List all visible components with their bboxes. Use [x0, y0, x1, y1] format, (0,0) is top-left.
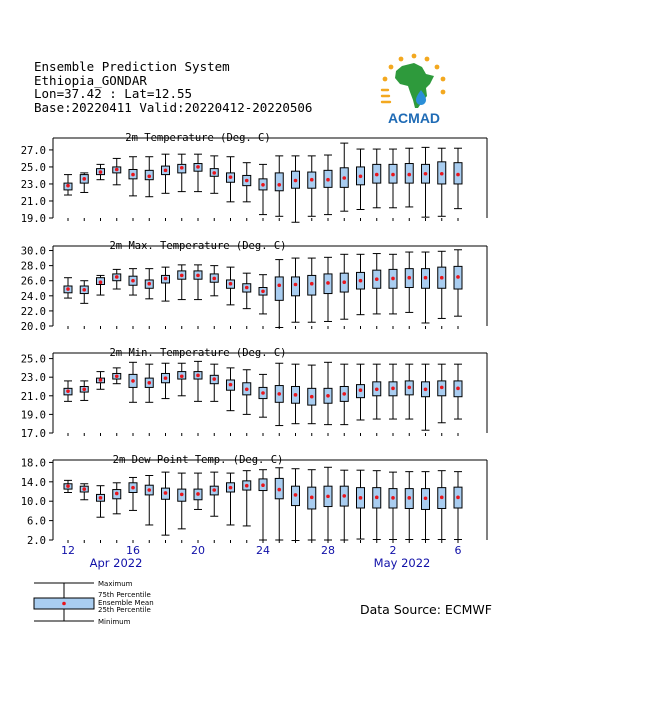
chart-min-temperature — [21, 347, 487, 440]
mean-dot — [294, 493, 298, 497]
mean-dot — [326, 178, 330, 182]
coordinates: Lon=37.42 : Lat=12.55 — [34, 86, 193, 101]
data-source: Data Source: ECMWF — [360, 602, 492, 617]
mean-dot — [359, 174, 363, 178]
mean-dot — [99, 170, 103, 174]
chart-title: 2m Min. Temperature (Deg. C) — [109, 347, 287, 359]
mean-dot — [261, 289, 265, 293]
mean-dot — [407, 173, 411, 177]
mean-dot — [115, 275, 119, 279]
month-label-april: Apr 2022 — [89, 556, 143, 570]
mean-dot — [456, 387, 460, 391]
mean-dot — [261, 183, 265, 187]
y-tick-label: 22.0 — [20, 305, 46, 318]
legend-minimum-label: Minimum — [98, 618, 131, 626]
mean-dot — [277, 392, 281, 396]
mean-dot — [456, 275, 460, 279]
mean-dot — [180, 493, 184, 497]
mean-dot — [424, 387, 428, 391]
mean-dot — [82, 288, 86, 292]
mean-dot — [180, 166, 184, 170]
y-tick-label: 24.0 — [20, 290, 46, 303]
mean-dot — [180, 274, 184, 278]
mean-dot — [131, 279, 135, 283]
y-tick-label: 26.0 — [20, 275, 46, 288]
x-tick-label: 6 — [454, 544, 462, 557]
mean-dot — [99, 496, 103, 500]
y-tick-label: 18.0 — [20, 457, 46, 470]
mean-dot — [212, 171, 216, 175]
mean-dot — [196, 374, 200, 378]
y-tick-label: 23.0 — [20, 178, 46, 191]
mean-dot — [277, 488, 281, 492]
mean-dot — [456, 173, 460, 177]
mean-dot — [212, 488, 216, 492]
mean-dot — [131, 486, 135, 490]
mean-dot — [342, 176, 346, 180]
y-tick-label: 25.0 — [20, 353, 46, 366]
mean-dot — [245, 179, 249, 183]
station-name: Ethiopia_GONDAR — [34, 72, 147, 88]
y-tick-label: 23.0 — [20, 372, 46, 385]
y-tick-label: 14.0 — [20, 476, 46, 489]
mean-dot — [359, 496, 363, 500]
mean-dot — [391, 387, 395, 391]
mean-dot — [440, 386, 444, 390]
mean-dot — [261, 391, 265, 395]
mean-dot — [326, 495, 330, 499]
mean-dot — [294, 283, 298, 287]
y-tick-label: 21.0 — [20, 195, 46, 208]
y-tick-label: 30.0 — [20, 245, 46, 258]
mean-dot — [294, 179, 298, 183]
mean-dot — [147, 381, 151, 385]
iqr-box — [275, 173, 283, 191]
mean-dot — [212, 277, 216, 281]
mean-dot — [407, 496, 411, 500]
legend-p75-label: 75th Percentile — [98, 591, 151, 599]
y-tick-label: 21.0 — [20, 390, 46, 403]
mean-dot — [359, 388, 363, 392]
mean-dot — [310, 496, 314, 500]
chart-max-temperature — [21, 240, 487, 333]
x-tick-label: 20 — [191, 544, 205, 557]
mean-dot — [115, 168, 119, 172]
mean-dot — [294, 393, 298, 397]
mean-dot — [115, 374, 119, 378]
mean-dot — [407, 276, 411, 280]
month-label-may: May 2022 — [373, 556, 431, 570]
mean-dot — [115, 492, 119, 496]
mean-dot — [131, 379, 135, 383]
mean-dot — [131, 173, 135, 177]
mean-dot — [82, 487, 86, 491]
mean-dot — [342, 392, 346, 396]
mean-dot — [196, 492, 200, 496]
y-tick-label: 25.0 — [20, 161, 46, 174]
mean-dot — [164, 277, 168, 281]
chart-temperature — [21, 132, 487, 225]
mean-dot — [375, 387, 379, 391]
mean-dot — [82, 177, 86, 181]
mean-dot — [99, 378, 103, 382]
mean-dot — [99, 280, 103, 284]
y-tick-label: 27.0 — [20, 144, 46, 157]
mean-dot — [66, 287, 70, 291]
legend-p25-label: 25th Percentile — [98, 606, 151, 614]
mean-dot — [326, 394, 330, 398]
mean-dot — [277, 283, 281, 287]
mean-dot — [82, 387, 86, 391]
mean-dot — [456, 496, 460, 500]
mean-dot — [164, 376, 168, 380]
mean-dot — [196, 274, 200, 278]
legend-mean-dot — [62, 602, 66, 606]
mean-dot — [229, 175, 233, 179]
legend — [30, 580, 180, 630]
mean-dot — [147, 488, 151, 492]
mean-dot — [261, 483, 265, 487]
mean-dot — [391, 277, 395, 281]
mean-dot — [66, 184, 70, 188]
mean-dot — [424, 497, 428, 501]
mean-dot — [375, 173, 379, 177]
mean-dot — [180, 374, 184, 378]
y-tick-label: 6.0 — [27, 515, 46, 528]
y-tick-label: 28.0 — [20, 260, 46, 273]
mean-dot — [310, 282, 314, 286]
x-tick-label: 2 — [389, 544, 397, 557]
chart-dew-point — [21, 454, 487, 547]
y-tick-label: 2.0 — [27, 535, 46, 547]
mean-dot — [229, 383, 233, 387]
mean-dot — [440, 276, 444, 280]
mean-dot — [164, 169, 168, 173]
chart-title: 2m Max. Temperature (Deg. C) — [109, 240, 287, 252]
chart-title: 2m Temperature (Deg. C) — [125, 132, 271, 144]
mean-dot — [147, 174, 151, 178]
mean-dot — [440, 496, 444, 500]
mean-dot — [424, 172, 428, 176]
y-tick-label: 20.0 — [20, 321, 46, 333]
legend-mean-label: Ensemble Mean — [98, 599, 154, 607]
mean-dot — [147, 282, 151, 286]
x-tick-label: 12 — [61, 544, 75, 557]
mean-dot — [66, 389, 70, 393]
mean-dot — [164, 491, 168, 495]
y-tick-label: 10.0 — [20, 496, 46, 509]
mean-dot — [229, 486, 233, 490]
logo-text: ACMAD — [387, 110, 441, 126]
x-tick-label: 28 — [321, 544, 335, 557]
x-tick-label: 24 — [256, 544, 270, 557]
legend-maximum-label: Maximum — [98, 580, 133, 588]
mean-dot — [245, 286, 249, 290]
chart-title: 2m Dew Point Temp. (Deg. C) — [112, 454, 284, 466]
mean-dot — [310, 395, 314, 399]
system-title: Ensemble Prediction System — [34, 59, 230, 74]
mean-dot — [342, 494, 346, 498]
mean-dot — [212, 377, 216, 381]
validity-period: Base:20220411 Valid:20220412-20220506 — [34, 99, 313, 115]
iqr-box — [292, 277, 300, 296]
mean-dot — [407, 386, 411, 390]
iqr-box — [275, 277, 283, 300]
mean-dot — [326, 281, 330, 285]
mean-dot — [424, 276, 428, 280]
mean-dot — [375, 277, 379, 281]
mean-dot — [229, 282, 233, 286]
mean-dot — [245, 484, 249, 488]
mean-dot — [440, 172, 444, 176]
y-tick-label: 19.0 — [20, 409, 46, 422]
y-tick-label: 17.0 — [20, 428, 46, 440]
mean-dot — [342, 280, 346, 284]
mean-dot — [375, 496, 379, 500]
y-tick-label: 19.0 — [20, 213, 46, 225]
mean-dot — [245, 387, 249, 391]
mean-dot — [66, 484, 70, 488]
mean-dot — [196, 165, 200, 169]
mean-dot — [359, 279, 363, 283]
x-tick-label: 16 — [126, 544, 140, 557]
mean-dot — [391, 496, 395, 500]
mean-dot — [277, 183, 281, 187]
mean-dot — [310, 178, 314, 182]
mean-dot — [391, 173, 395, 177]
